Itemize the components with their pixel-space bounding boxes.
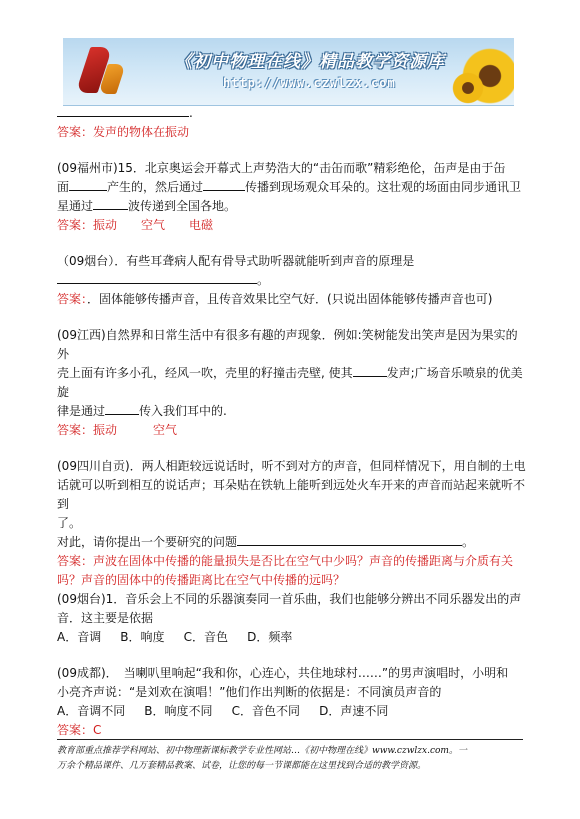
site-title: 《初中物理在线》精品教学资源库 xyxy=(175,52,445,72)
option-d: D．声速不同 xyxy=(319,704,389,718)
option-a: A．音调不同 xyxy=(57,704,126,718)
answer-chengdu: 答案：C xyxy=(57,723,102,737)
sunflower-image-small xyxy=(448,68,488,106)
question-text: 。 xyxy=(57,271,527,290)
question-text: 面 产生的，然后通过 传播到现场观众耳朵的。这壮观的场面由同步通讯卫 xyxy=(57,180,522,194)
question-text: 对此，请你提出一个要研究的问题 。 xyxy=(57,535,475,549)
header-banner xyxy=(63,38,514,106)
page-footer xyxy=(57,739,523,774)
answer-fuzhou: 答案：振动 空气 电磁 xyxy=(57,218,214,232)
option-b: B．响度 xyxy=(120,630,165,644)
answer-jiangxi: 答案：振动 空气 xyxy=(57,423,178,437)
site-url[interactable]: http://www.czwlzx.com xyxy=(223,76,396,90)
question-text: 了。 xyxy=(57,516,82,530)
option-a: A．音调 xyxy=(57,630,102,644)
fill-blank-line: . xyxy=(57,104,527,123)
question-text: (09四川自贡)．两人相距较远说话时，听不到对方的声音，但同样情况下，用自制的土电 xyxy=(57,459,526,473)
question-text: 话就可以听到相互的说话声；耳朵贴在铁轨上能听到远处火车开来的声音而站起来就听不到 xyxy=(57,478,526,511)
question-chengdu xyxy=(57,664,527,740)
answer-q0: 答案：发声的物体在振动 xyxy=(57,125,190,139)
question-yantai-2 xyxy=(57,590,527,647)
question-text: 律是通过 传入我们耳中的. xyxy=(57,404,227,418)
question-fuzhou xyxy=(57,159,527,235)
question-zigong xyxy=(57,457,527,590)
option-c: C．音色不同 xyxy=(231,704,300,718)
options-row xyxy=(57,702,527,721)
question-text: (09成都)． 当喇叭里响起“我和你，心连心，共住地球村……”的男声演唱时，小明和 xyxy=(57,666,509,680)
answer-yantai-1: 答案：．固体能够传播声音，且传音效果比空气好．(只说出固体能够传播声音也可) xyxy=(57,292,493,306)
question-text: (09福州市)15．北京奥运会开幕式上声势浩大的“击缶而歌”精彩绝伦，缶声是由于缶 xyxy=(57,161,506,175)
options-row xyxy=(57,628,527,647)
question-yantai-1 xyxy=(57,252,527,309)
question-text: （09烟台）．有些耳聋病人配有骨导式助听器就能听到声音的原理是 xyxy=(57,254,415,268)
footer-line-1: 教育部重点推荐学科网站、初中物理新课标教学专业性网站…《初中物理在线》www.czwlzx.com。一 xyxy=(57,746,467,756)
question-text: 壳上面有许多小孔，经风一吹，壳里的籽撞击壳壁, 使其 发声;广场音乐喷泉的优美旋 xyxy=(57,366,523,399)
option-d: D．频率 xyxy=(247,630,293,644)
question-text: (09烟台)1．音乐会上不同的乐器演奏同一首乐曲，我们也能够分辨出不同乐器发出的声 xyxy=(57,592,522,606)
option-b: B．响度不同 xyxy=(144,704,213,718)
question-jiangxi xyxy=(57,326,527,440)
question-text: 音．这主要是依据 xyxy=(57,611,154,625)
answer-zigong: 答案：声波在固体中传播的能量损失是否比在空气中少吗？声音的传播距离与介质有关吗？声音的固体中的传播距离比在空气中传播的远吗？ xyxy=(57,554,514,587)
question-text: 星通过 波传递到全国各地。 xyxy=(57,199,237,213)
question-text: (09江西)自然界和日常生活中有很多有趣的声现象．例如:笑树能发出笑声是因为果实的外 xyxy=(57,328,518,361)
option-c: C．音色 xyxy=(183,630,228,644)
question-text: 小亮齐声说：“是刘欢在演唱！”他们作出判断的依据是：不同演员声音的 xyxy=(57,685,442,699)
document-body xyxy=(57,104,527,740)
footer-line-2: 万余个精品课件、几万套精品教案、试卷，让您的每一节课都能在这里找到合适的教学资源。 xyxy=(57,761,427,771)
